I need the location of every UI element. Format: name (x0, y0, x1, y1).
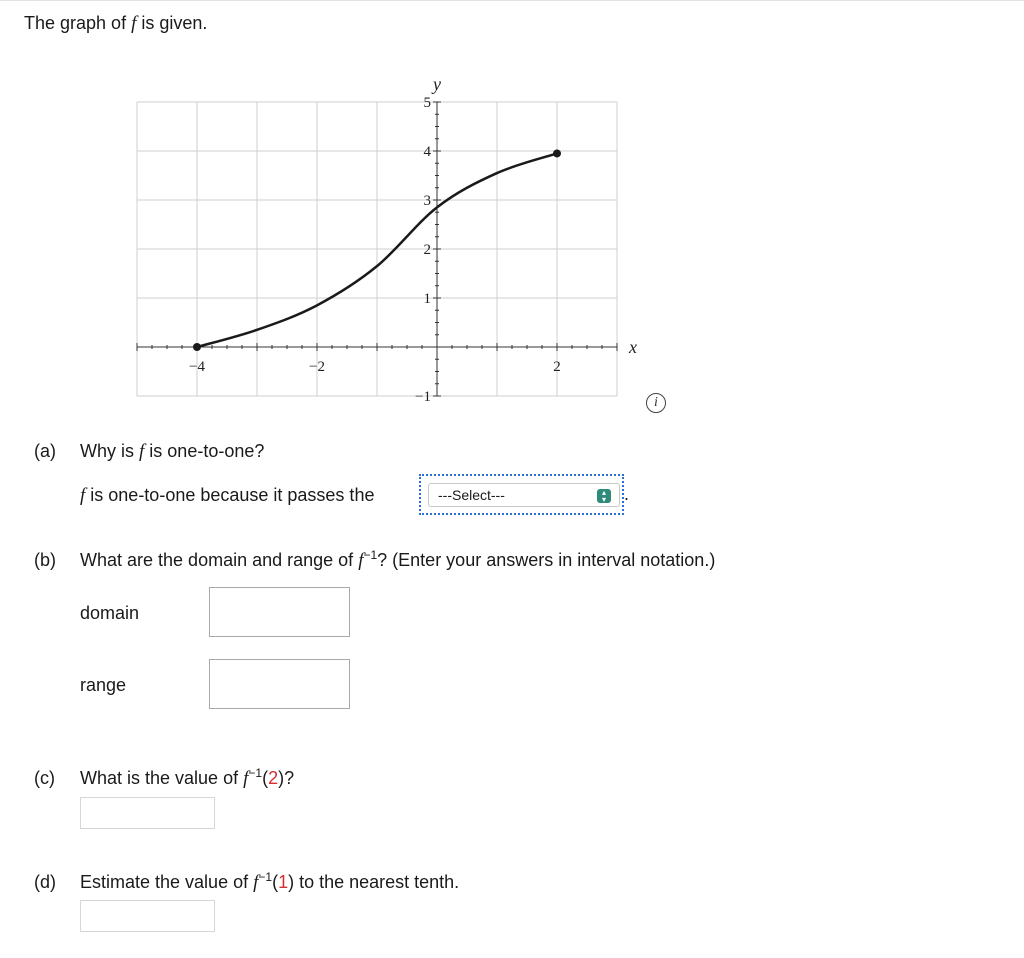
x-tick-label: −2 (309, 359, 325, 375)
part-b-question: What are the domain and range of $f^{-1}$? (Enter your answers in interval notation.) (80, 548, 716, 571)
y-tick-label: 4 (423, 144, 431, 160)
period: . (624, 484, 630, 504)
part-c-question: What is the value of $f^{-1}(2)$? (80, 766, 295, 789)
part-a-question: Why is f is one-to-one? (80, 441, 265, 462)
part-a-label: (a) (34, 441, 56, 461)
part-a-answer-text: f is one-to-one because it passes the (80, 485, 375, 506)
x-axis-label: x (629, 337, 637, 357)
x-tick-label: −4 (189, 359, 205, 375)
left-endpoint (193, 343, 201, 351)
domain-label: domain (80, 603, 140, 623)
intro-text: The graph of f is given. (24, 13, 208, 34)
select-value: ---Select--- (438, 487, 505, 503)
range-label: range (80, 675, 127, 695)
right-endpoint (553, 149, 561, 157)
y-tick-label: 1 (423, 291, 431, 307)
test-select-dropdown[interactable] (428, 483, 620, 507)
part-c-label: (c) (34, 768, 55, 788)
graph-of-f (130, 68, 650, 408)
y-tick-label: 5 (423, 95, 431, 111)
domain-input[interactable] (209, 587, 350, 637)
y-tick-label: 3 (423, 193, 431, 209)
part-d-input[interactable] (80, 900, 215, 932)
range-input[interactable] (209, 659, 350, 709)
part-d-label: (d) (34, 872, 56, 892)
top-divider (0, 0, 1024, 1)
x-tick-label: 2 (553, 359, 561, 375)
info-icon[interactable]: i (646, 393, 666, 413)
part-b-label: (b) (34, 550, 56, 570)
y-axis-label: y (433, 74, 441, 94)
y-tick-label: 2 (423, 242, 431, 258)
y-tick-label: −1 (415, 389, 431, 405)
part-c-input[interactable] (80, 797, 215, 829)
part-d-question: Estimate the value of $f^{-1}(1)$ to the nearest tenth. (80, 870, 460, 893)
updown-chevron-icon: ▴ ▾ (597, 489, 611, 503)
